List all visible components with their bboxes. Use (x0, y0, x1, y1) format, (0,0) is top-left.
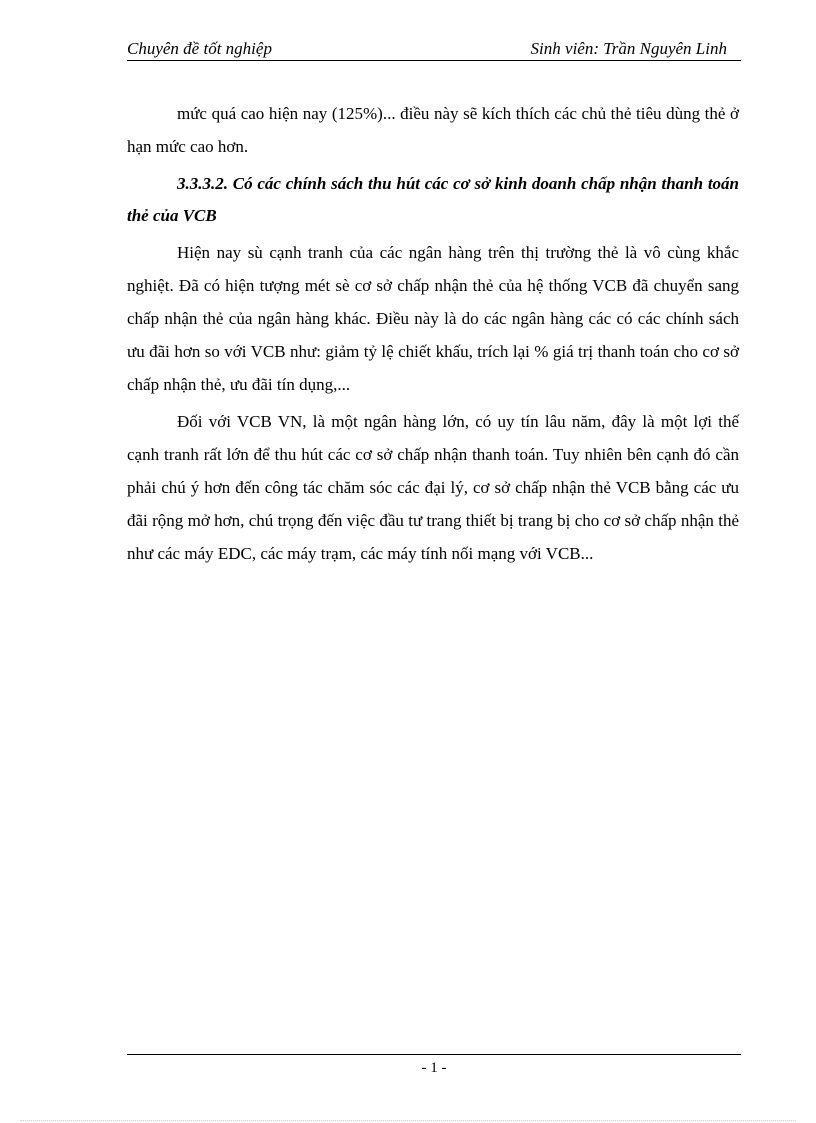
section-heading: 3.3.3.2. Có các chính sách thu hút các cơ sở kinh doanh chấp nhận thanh toán thẻ của VCB (127, 174, 739, 225)
page-body (127, 97, 739, 574)
paragraph-competition: Hiện nay sù cạnh tranh của các ngân hàng trên thị trường thẻ là vô cùng khắc nghiệt. Đã có hiện tượng mét sè cơ sở chấp nhận thẻ của hệ thống VCB đã chuyển sang chấp nhận thẻ của ngân hàng khác. Điều này là do các ngân hàng các có các chính sách ưu đãi hơn so với VCB như: giảm tỷ lệ chiết khấu, trích lại % giá trị thanh toán cho cơ sở chấp nhận thẻ, ưu đãi tín dụng,... (127, 243, 739, 394)
page-header (127, 38, 741, 61)
page-number: - 1 - (421, 1060, 447, 1076)
paragraph-continued: mức quá cao hiện nay (125%)... điều này sẽ kích thích các chủ thẻ tiêu dùng thẻ ở hạn mức cao hơn. (127, 104, 739, 156)
page-edge-divider (20, 1120, 796, 1121)
page-footer (127, 1054, 741, 1079)
paragraph-vcb-advantage: Đối với VCB VN, là một ngân hàng lớn, có uy tín lâu năm, đây là một lợi thế cạnh tranh rất lớn để thu hút các cơ sở chấp nhận thanh toán. Tuy nhiên bên cạnh đó cần phải chú ý hơn đến công tác chăm sóc các đại lý, cơ sở chấp nhận thẻ VCB bằng các ưu đãi rộng mở hơn, chú trọng đến việc đầu tư trang thiết bị trang bị cho cơ sở chấp nhận thẻ như các máy EDC, các máy trạm, các máy tính nối mạng với VCB... (127, 412, 739, 563)
header-document-title: Chuyên đề tốt nghiệp (127, 39, 272, 58)
header-student-name: Sinh viên: Trần Nguyên Linh (530, 39, 727, 58)
